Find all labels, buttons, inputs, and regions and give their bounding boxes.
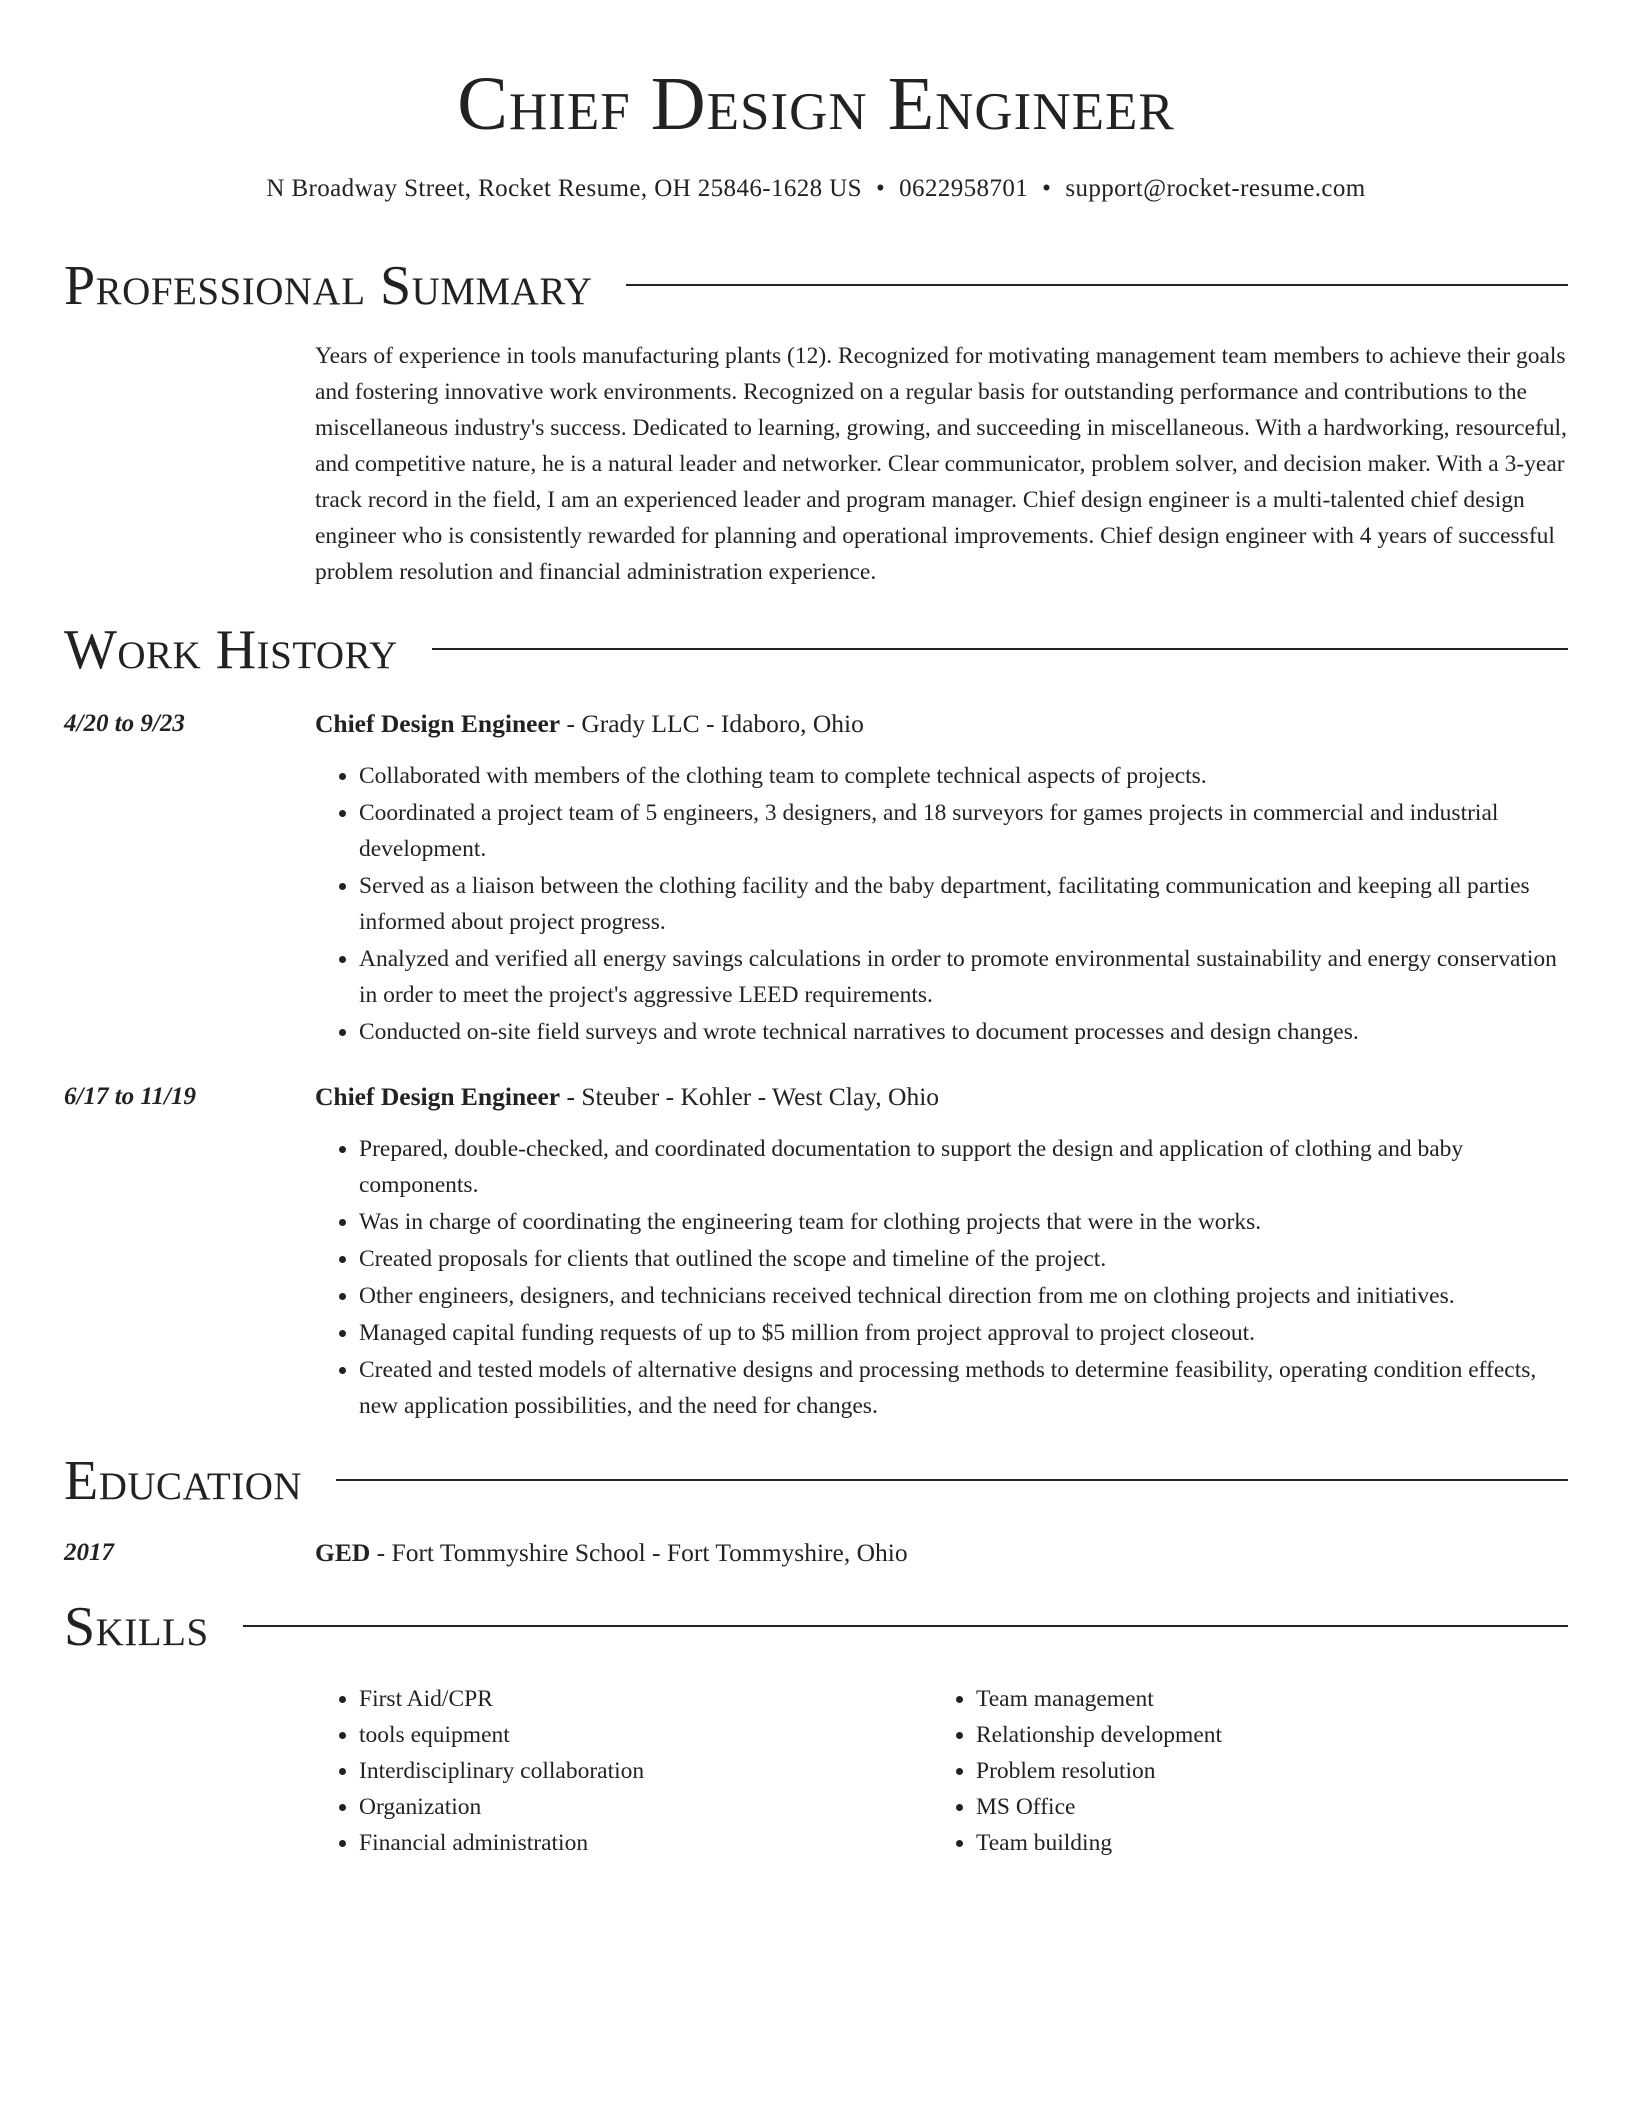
job-bullets <box>315 758 1568 1050</box>
education-content <box>315 1535 1568 1571</box>
education-year: 2017 <box>64 1539 114 1566</box>
job-bullet: • Collaborated with members of the clothing team to complete technical aspects of projects. <box>359 758 1568 794</box>
job-bullet: • Created and tested models of alternative designs and processing methods to determine feasibility, operating condition effects, new application possibilities, and the need for changes. <box>359 1352 1568 1424</box>
skills-heading <box>64 1595 1568 1659</box>
skills-column-left <box>315 1681 932 1861</box>
skill-item: • tools equipment <box>359 1717 932 1753</box>
job-title-line <box>315 706 1568 742</box>
job-title-line <box>315 1079 1568 1115</box>
skills-heading-text: Skills <box>64 1596 209 1658</box>
skill-item: • Team management <box>976 1681 1549 1717</box>
education-entry <box>64 1535 1568 1571</box>
contact-phone: 0622958701 <box>899 175 1029 202</box>
job-entry <box>64 1079 1568 1425</box>
job-title: Chief Design Engineer <box>315 709 561 738</box>
skill-item: • Organization <box>359 1789 932 1825</box>
job-bullet: • Prepared, double-checked, and coordinated documentation to support the design and application of clothing and baby components. <box>359 1131 1568 1203</box>
contact-line <box>64 174 1568 204</box>
education-degree: GED <box>315 1538 371 1567</box>
section-divider <box>432 648 1568 650</box>
contact-address: N Broadway Street, Rocket Resume, OH 25846-1628 US <box>266 175 862 202</box>
job-bullet: • Coordinated a project team of 5 engineers, 3 designers, and 18 surveyors for games projects in commercial and industrial development. <box>359 795 1568 867</box>
job-dates: 6/17 to 11/19 <box>64 1083 196 1110</box>
work-history-heading <box>64 618 1568 682</box>
skill-item: • Problem resolution <box>976 1753 1549 1789</box>
contact-separator: • <box>1042 175 1052 202</box>
job-dates: 4/20 to 9/23 <box>64 710 185 737</box>
job-bullet: • Was in charge of coordinating the engineering team for clothing projects that were in the works. <box>359 1204 1568 1240</box>
section-divider <box>336 1479 1568 1481</box>
section-divider <box>626 284 1568 286</box>
resume-name: Chief Design Engineer <box>457 62 1175 146</box>
skill-item: • MS Office <box>976 1789 1549 1825</box>
education-heading-text: Education <box>64 1450 303 1512</box>
job-title: Chief Design Engineer <box>315 1082 561 1111</box>
job-bullet: • Other engineers, designers, and technicians received technical direction from me on clothing projects and initiatives. <box>359 1278 1568 1314</box>
job-bullet: • Managed capital funding requests of up to $5 million from project approval to project closeout. <box>359 1315 1568 1351</box>
skill-item: • Interdisciplinary collaboration <box>359 1753 932 1789</box>
section-divider <box>243 1625 1568 1627</box>
job-bullet: • Served as a liaison between the clothing facility and the baby department, facilitating communication and keeping all parties informed about project progress. <box>359 868 1568 940</box>
skill-item: • Financial administration <box>359 1825 932 1861</box>
job-employer: - Steuber - Kohler - West Clay, Ohio <box>560 1082 940 1111</box>
job-content <box>315 1079 1568 1425</box>
summary-heading <box>64 254 1568 318</box>
education-heading <box>64 1449 1568 1513</box>
skill-item: • Team building <box>976 1825 1549 1861</box>
skill-item: • Relationship development <box>976 1717 1549 1753</box>
contact-email: support@rocket-resume.com <box>1065 175 1366 202</box>
job-bullet: • Analyzed and verified all energy savings calculations in order to promote environmental sustainability and energy conservation in order to meet the project's aggressive LEED requirements. <box>359 941 1568 1013</box>
summary-heading-text: Professional Summary <box>64 255 593 317</box>
resume-page <box>64 0 1568 1861</box>
skills-column-right <box>932 1681 1549 1861</box>
skill-item: • First Aid/CPR <box>359 1681 932 1717</box>
skills-list <box>315 1681 1568 1861</box>
education-school: - Fort Tommyshire School - Fort Tommyshire, Ohio <box>370 1538 908 1567</box>
work-history-heading-text: Work History <box>64 619 398 681</box>
job-entry <box>64 706 1568 1051</box>
education-title-line <box>315 1535 1568 1571</box>
job-bullet: • Conducted on-site field surveys and wrote technical narratives to document processes and design changes. <box>359 1014 1568 1050</box>
job-bullets <box>315 1131 1568 1424</box>
job-content <box>315 706 1568 1051</box>
job-bullet: • Created proposals for clients that outlined the scope and timeline of the project. <box>359 1241 1568 1277</box>
summary-text: Years of experience in tools manufacturing plants (12). Recognized for motivating management team members to achieve their goals and fostering innovative work environments. Recognized on a regular basis for outstanding performance and contributions to the miscellaneous industry's success. Dedicated to learning, growing, and succeeding in miscellaneous. With a hardworking, resourceful, and competitive nature, he is a natural leader and networker. Clear communicator, problem solver, and decision maker. With a 3-year track record in the field, I am an experienced leader and program manager. Chief design engineer is a multi-talented chief design engineer who is consistently rewarded for planning and operational improvements. Chief design engineer with 4 years of successful problem resolution and financial administration experience. <box>315 343 1567 585</box>
contact-separator: • <box>876 175 886 202</box>
job-employer: - Grady LLC - Idaboro, Ohio <box>560 709 864 738</box>
